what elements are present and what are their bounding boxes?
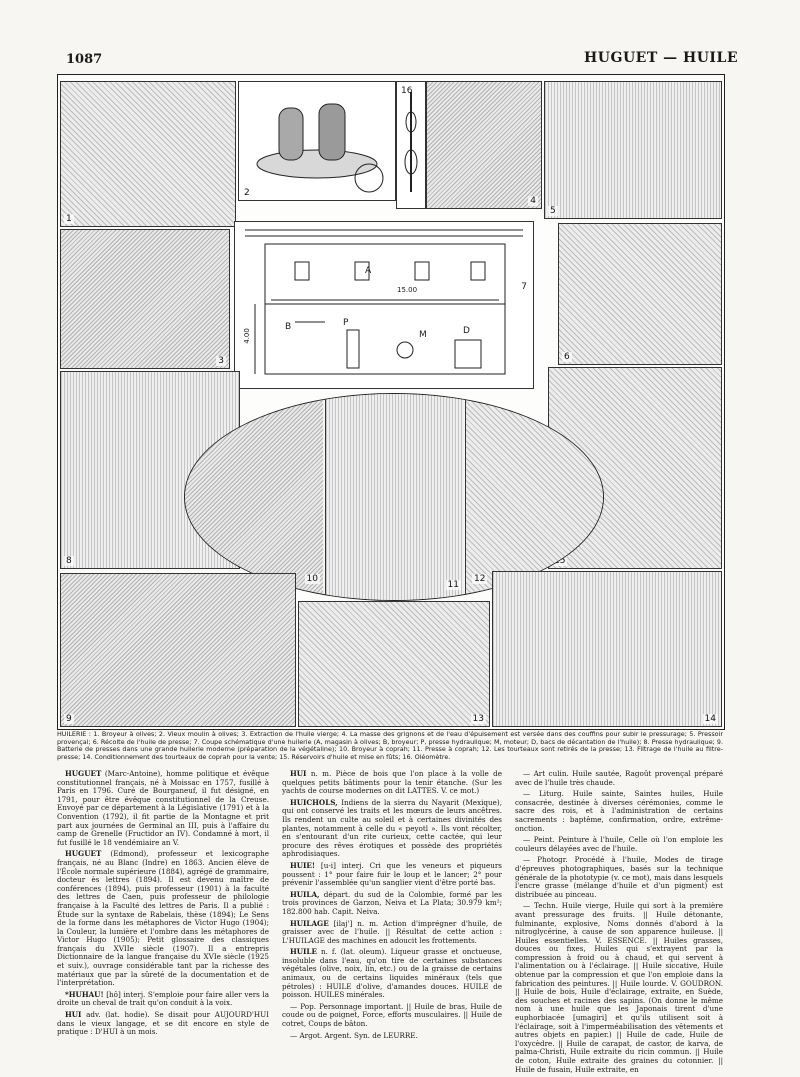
panel-number: 9 bbox=[66, 714, 72, 724]
panel-number: 3 bbox=[218, 356, 224, 366]
diagram-label-m: M bbox=[419, 330, 427, 340]
panel-number: 8 bbox=[66, 556, 72, 566]
panel-copra-press bbox=[325, 394, 464, 600]
entry-huile-peint bbox=[515, 836, 723, 853]
panel-press-battery bbox=[60, 573, 296, 727]
plate-caption: HUILERIE : 1. Broyeur à olives; 2. Vieux moulin à olives; 3. Extraction de l'huile vierge; 4. La masse des grignons et de l'eau d'épuisement est versée dans des couffins pour subir le pressurage; 5. Pressoir provençal; 6. Récolte de l'huile de presse; 7. Coupe schématique d'une huilerie (A, magasin à olives; B, broyeur; P, presse hydraulique; M, moteur; D, bacs de décantation de l'huile); 8. Presse hydraulique; 9. Batterie de presses dans une grande huilerie moderne (préparation de la végétaline); 10. Broyeur à coprah; 11. Presse à coprah; 12. Les tourteaux sont retirés de la presse; 13. Filtrage de l'huile au filtre-presse; 14. Conditionnement des tourteaux de coprah pour la vente; 15. Réservoirs d'huile et mise en fûts; 16. Oléomètre. bbox=[57, 730, 723, 761]
entry-huie bbox=[282, 862, 502, 888]
oil-mill-section-diagram bbox=[235, 222, 533, 388]
panel-number: 12 bbox=[474, 574, 486, 584]
entry-headword: HUI bbox=[290, 769, 307, 778]
entry-huile-photogr bbox=[515, 856, 723, 899]
entry-huilage bbox=[282, 920, 502, 946]
panel-press-oil-harvest bbox=[558, 223, 722, 365]
entry-text: — Art culin. Huile sautée, Ragoût provençal préparé avec de l'huile très chaude. bbox=[515, 769, 723, 787]
entry-text: [u-i] interj. Cri que les veneurs et piqueurs poussent : 1° pour faire fuir le loup et le lancer; 2° pour prévenir l'assemblée qu'un sanglier vient d'être porté bas. bbox=[282, 860, 502, 888]
diagram-label-p: P bbox=[343, 318, 349, 328]
entry-text: [ilaj'] n. m. Action d'imprégner d'huile, de graisser avec de l'huile. || Résultat de cette action : L'HUILAGE des machines en adoucit les frottements. bbox=[282, 918, 502, 945]
panel-number: 2 bbox=[244, 188, 250, 198]
panel-grignons-couffins bbox=[426, 81, 542, 209]
panel-number: 16 bbox=[401, 86, 413, 96]
entry-text: départ. du sud de la Colombie, formé par les trois provinces de Garzon, Neiva et La Plata; 30.979 km²; 182.800 hab. Capit. Neiva. bbox=[282, 889, 502, 916]
oval-copra-scenes bbox=[184, 393, 604, 601]
entry-text: — Techn. Huile vierge, Huile qui sort à la première avant pressurage des fruits. || Huile détonante, fulminante, explosive, Noms donnés d'abord à la nitroglycérine, à cause de son apparence huileuse. || Huiles essentielles. V. ESSENCE. || Huiles grasses, douces ou fixes, Huiles qui s'extrayent par la compression à froid ou à chaud, et qui servent à l'alimentation ou à l'éclairage. || Huile siccative, Huile obtenue par la compression et que l'on emploie dans la fabrication des peintures. || Huile lourde. V. GOUDRON. || Huile de bois, Huile d'éclairage, extraite, en Suède, des souches et racines des sapins. (On donne le même nom à une huile que les Japonais tirent d'une euphorbiacée [umagiri] et qu'ils utilisent soit à l'éclairage, soit à l'imperméabilisation des vêtements et autres objets en papier.) || Huile de cade, Huile de l'oxycèdre. || Huile de carapat, de castor, de karva, de palma-Christi, Huile extraite du ricin commun. || Huile de coton, Huile extraite des graines du cotonnier. || Huile de fusain, Huile extraite, en bbox=[515, 901, 723, 1074]
panel-number: 6 bbox=[564, 352, 570, 362]
panel-old-olive-mill bbox=[238, 81, 396, 201]
column-3 bbox=[515, 770, 723, 1077]
entry-hui-noun bbox=[282, 770, 502, 796]
entry-headword: HUILE bbox=[290, 947, 317, 957]
entry-text: n. f. (lat. oleum). Liqueur grasse et onctueuse, insoluble dans l'eau, qu'on tire de certaines substances végétales (olive, noix, lin, etc.) ou de la graisse de certains animaux, ou de certains liquides minéraux (tels que pétroles) : HUILE d'olive, d'amandes douces. HUILE de poisson. HUILES minérales. bbox=[282, 947, 502, 1000]
panel-number: 11 bbox=[447, 580, 459, 590]
entry-text: n. m. Pièce de bois que l'on place à la volle de quelques petits bâtiments pour la tenir étanche. (Sur les yachts de course modernes on dit LATTES. V. ce mot.) bbox=[282, 769, 502, 796]
entry-text: — Pop. Personnage important. || Huile de bras, Huile de coude ou de poignet, Force, efforts musculaires. || Huile de cotret, Coups de bâton. bbox=[282, 1001, 502, 1029]
diagram-label-a: A bbox=[365, 266, 372, 276]
diagram-dimension-height: 4.00 bbox=[242, 328, 251, 344]
entry-huile-argot bbox=[282, 1032, 502, 1041]
panel-cakes-removed bbox=[465, 394, 604, 600]
panel-number: 5 bbox=[550, 206, 556, 216]
entry-huile-techn bbox=[515, 902, 723, 1074]
panel-virgin-oil-extraction bbox=[60, 229, 230, 369]
panel-oleometer bbox=[396, 81, 426, 209]
entry-huile bbox=[282, 948, 502, 1000]
panel-number: 13 bbox=[472, 714, 484, 724]
panel-number: 14 bbox=[704, 714, 716, 724]
column-2 bbox=[282, 770, 502, 1043]
panel-number: 4 bbox=[530, 196, 536, 206]
diagram-dimension-width: 15.00 bbox=[397, 286, 418, 294]
panel-number: 1 bbox=[66, 214, 72, 224]
entry-text: — Liturg. Huile sainte, Saintes huiles, Huile consacrée, destinée à diverses cérémonies, comme le sacre des rois, et à l'administration de certains sacrements : baptême, confirmation, ordre, extrême-onction. bbox=[515, 789, 723, 833]
entry-text: (Edmond), professeur et lexicographe français, né au Blanc (Indre) en 1863. Ancien élève de l'École normale supérieure (1884), agrégé de grammaire, docteur ès lettres (1894). Il est devenu maître de conférences (1894), puis professeur (1901) à la faculté des lettres de Caen, puis professeur de philologie française à la Faculté des lettres de Paris. Il a publié : Étude sur la syntaxe de Rabelais, thèse (1894); Le Sens de la forme dans les métaphores de Victor Hugo (1904); la Couleur, la lumière et l'ombre dans les métaphores de Victor Hugo (1905); Petit glossaire des classiques français du XVIIe siècle (1907). Il a entrepris Dictionnaire de la langue française du XVIe siècle (1925 et suiv.), ouvrage considérable tant par la richesse des matériaux que par la sûreté de la documentation et de l'interprétation. bbox=[57, 849, 269, 988]
entry-huila bbox=[282, 891, 502, 917]
diagram-label-d: D bbox=[463, 326, 470, 336]
panel-number: 7 bbox=[521, 282, 527, 292]
entry-headword: HUILA, bbox=[290, 889, 320, 899]
running-head: HUGUET — HUILE bbox=[584, 50, 738, 66]
entry-headword: HUICHOLS, bbox=[290, 797, 338, 807]
entry-text: (Marc-Antoine), homme politique et évêque constitutionnel français, né à Moissac en 1757, fusillé à Paris en 1796. Curé de Bourganeuf, il fut désigné, en 1791, pour être évêque constitutionnel de la Creuse. Envoyé par ce département à la Législative (1791) et à la Convention (1792), il fit partie de la Montagne et prit part aux journées de Germinal an III, puis à l'affaire du camp de Grenelle (Fructidor an IV). Condamné à mort, il fut fusillé le 18 vendémiaire an V. bbox=[57, 769, 270, 847]
entry-hui-adv bbox=[57, 1011, 269, 1037]
oleometer-drawing bbox=[397, 82, 425, 208]
panel-oil-mill-diagram bbox=[234, 221, 534, 389]
entry-headword: HUGUET bbox=[65, 769, 102, 778]
entry-headword: HUI bbox=[65, 1010, 82, 1020]
entry-headword: HUILAGE bbox=[290, 918, 329, 928]
panel-copra-crusher bbox=[185, 394, 323, 600]
entry-huhau bbox=[57, 991, 269, 1008]
entry-text: — Argot. Argent. Syn. de LEURRE. bbox=[290, 1030, 418, 1040]
entry-huile-pop bbox=[282, 1003, 502, 1029]
entry-text: adv. (lat. hodie). Se disait pour AUJOURD'HUI dans le vieux langage, et se dit encore en style de pratique : D'HUI à un mois. bbox=[57, 1010, 269, 1037]
entry-huguet-edmond bbox=[57, 850, 269, 988]
column-1 bbox=[57, 770, 269, 1040]
entry-text: — Peint. Peinture à l'huile, Celle où l'on emploie les couleurs délayées avec de l'huile. bbox=[515, 835, 723, 853]
entry-text: Indiens de la sierra du Nayarit (Mexique), qui ont conservé les traits et les mœurs de leurs ancêtres. Ils rendent un culte au soleil et à certaines divinités des plantes, notamment à celle du « peyotl ». Ils vont récolter, en s'entourant d'un rite curieux, cette cactée, qui leur procure des rêves érotiques et possède des propriétés aphrodisiaques. bbox=[282, 797, 502, 859]
panel-filter-press bbox=[298, 601, 490, 727]
diagram-label-b: B bbox=[285, 322, 292, 332]
entry-text: — Photogr. Procédé à l'huile, Modes de tirage d'épreuves photographiques, basés sur la technique générale de la phototypie (v. ce mot), mais dans lesquels l'encre grasse (mélange d'huile et d'un pigment) est distribuée au pinceau. bbox=[515, 855, 723, 899]
panel-copra-cake-packaging bbox=[492, 571, 722, 727]
page-number: 1087 bbox=[66, 52, 103, 67]
entry-headword: HUIE! bbox=[290, 860, 316, 870]
panel-provencal-press bbox=[544, 81, 722, 219]
entry-huile-art-culin bbox=[515, 770, 723, 787]
illustration-plate bbox=[57, 74, 725, 730]
entry-headword: *HUHAU! bbox=[65, 989, 104, 999]
panel-number: 10 bbox=[306, 574, 318, 584]
entry-huile-liturg bbox=[515, 790, 723, 833]
entry-huichols bbox=[282, 799, 502, 859]
panel-olive-crusher bbox=[60, 81, 236, 227]
entry-headword: HUGUET bbox=[65, 849, 102, 859]
entry-huguet-marc-antoine bbox=[57, 770, 269, 847]
entry-text: [hô] interj. S'emploie pour faire aller vers la droite un cheval de trait qu'on conduit à la voix. bbox=[57, 989, 269, 1008]
millstone-drawing bbox=[239, 82, 395, 200]
